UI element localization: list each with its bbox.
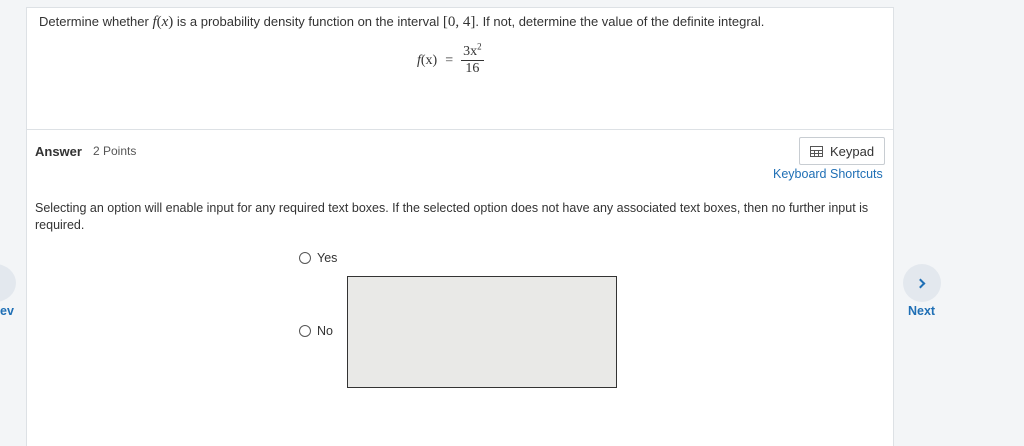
formula-equals: = — [445, 52, 454, 68]
question-function — [152, 14, 173, 30]
question-suffix: . If not, determine the value of the definite integral. — [475, 14, 765, 29]
prev-button[interactable] — [0, 264, 16, 302]
question-open-paren: ( — [156, 14, 162, 30]
radio-yes[interactable] — [299, 252, 311, 264]
function-formula — [417, 41, 484, 77]
keypad-button[interactable] — [799, 137, 885, 165]
formula-denominator: 16 — [465, 61, 480, 76]
answer-label: Answer — [35, 144, 82, 159]
option-no[interactable] — [299, 324, 333, 338]
question-card — [26, 7, 894, 446]
keypad-icon — [810, 146, 823, 157]
question-mid: is a probability density function on the interval — [173, 14, 443, 29]
question-func-name: f — [152, 14, 157, 30]
prev-label[interactable]: ev — [0, 304, 14, 318]
question-var: x — [161, 14, 169, 30]
next-label[interactable]: Next — [908, 304, 936, 318]
question-text — [39, 14, 764, 31]
points-label: 2 Points — [93, 144, 137, 158]
numerator-exponent: 2 — [477, 41, 482, 52]
answer-input-box[interactable] — [347, 276, 617, 388]
instructions-text: Selecting an option will enable input for any required text boxes. If the selected option does not have any associated text boxes, then no further input is required. — [35, 201, 869, 232]
option-yes[interactable] — [299, 251, 337, 265]
formula-func-name: f — [417, 52, 421, 68]
question-prefix: Determine whether — [39, 14, 153, 29]
numerator-term: 3x — [463, 44, 478, 59]
option-no-label: No — [317, 324, 333, 338]
section-divider — [27, 129, 893, 130]
formula-numerator — [461, 41, 484, 61]
question-close-paren: ) — [168, 14, 174, 30]
chevron-right-icon — [916, 278, 926, 288]
next-button[interactable] — [903, 264, 941, 302]
option-yes-label: Yes — [317, 251, 338, 265]
question-interval: [0, 4] — [442, 14, 476, 30]
formula-arg: (x) — [420, 52, 438, 68]
keyboard-shortcuts-link[interactable]: Keyboard Shortcuts — [773, 167, 883, 181]
top-strip — [26, 0, 894, 7]
formula-fraction — [461, 41, 484, 77]
formula-lhs — [417, 53, 437, 69]
radio-no[interactable] — [299, 325, 311, 337]
keypad-label: Keypad — [829, 143, 875, 159]
